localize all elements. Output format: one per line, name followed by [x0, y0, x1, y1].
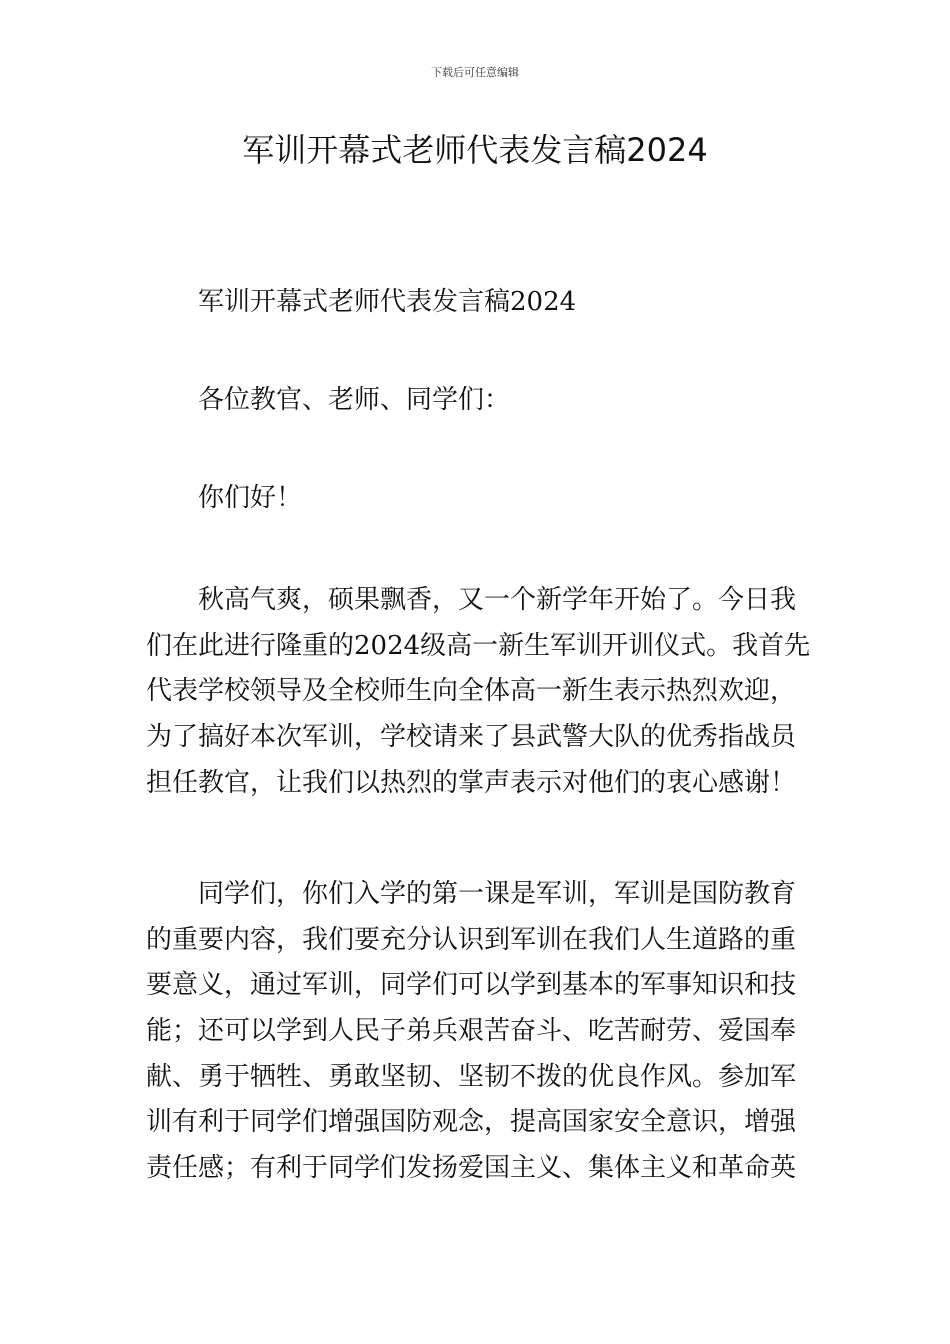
paragraph-line: 代表学校领导及全校师生向全体高一新生表示热烈欢迎， [146, 676, 797, 707]
paragraph-line: 能；还可以学到人民子弟兵艰苦奋斗、吃苦耐劳、爱国奉 [146, 1016, 797, 1047]
paragraph-line: 们在此进行隆重的2024级高一新生军训开训仪式。我首先 [146, 630, 811, 661]
paragraph-line: 同学们，你们入学的第一课是军训，军训是国防教育 [198, 879, 797, 909]
heading-line: 军训开幕式老师代表发言稿2024 [198, 287, 577, 317]
paragraph-line: 为了搞好本次军训，学校请来了县武警大队的优秀指战员 [146, 722, 797, 753]
greeting: 你们好！ [198, 483, 303, 513]
paragraph-line: 训有利于同学们增强国防观念，提高国家安全意识，增强 [146, 1107, 797, 1138]
paragraph-2 [146, 876, 806, 1196]
paragraph-line: 献、勇于牺牲、勇敢坚韧、坚韧不拨的优良作风。参加军 [146, 1061, 797, 1092]
document-title: 军训开幕式老师代表发言稿2024 [242, 131, 708, 169]
paragraph-line: 要意义，通过军训，同学们可以学到基本的军事知识和技 [146, 970, 797, 1001]
paragraph-line: 责任感；有利于同学们发扬爱国主义、集体主义和革命英 [146, 1153, 797, 1184]
paragraph-line: 担任教官，让我们以热烈的掌声表示对他们的衷心感谢！ [146, 767, 797, 798]
paragraph-line: 的重要内容，我们要充分认识到军训在我们人生道路的重 [146, 924, 797, 955]
page-header-note: 下载后可任意编辑 [431, 66, 519, 79]
paragraph-1 [146, 582, 811, 810]
paragraph-line: 秋高气爽，硕果飘香，又一个新学年开始了。今日我 [198, 585, 797, 615]
salutation: 各位教官、老师、同学们： [198, 385, 511, 415]
